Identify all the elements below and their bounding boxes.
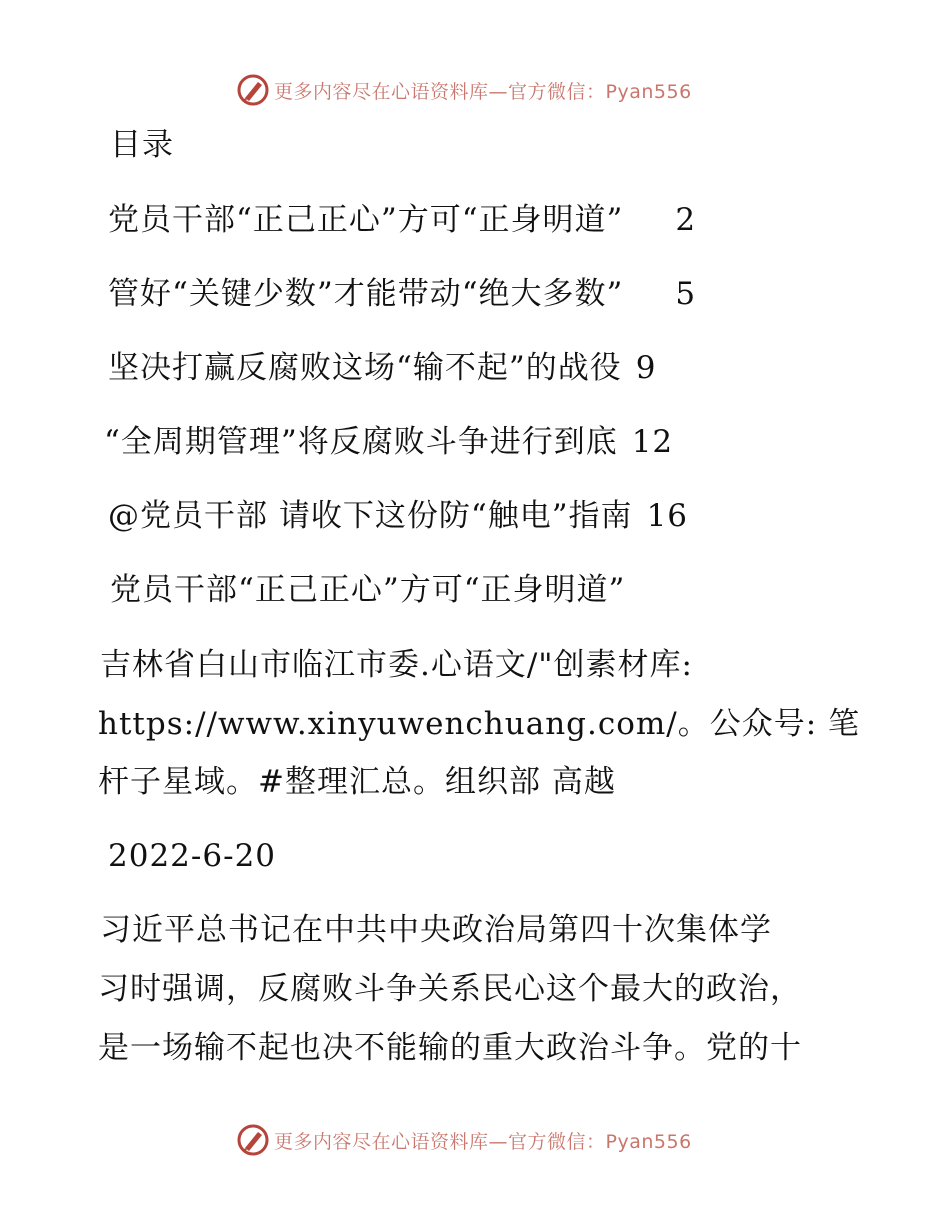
toc-item-title: 党员干部“正己正心”方可“正身明道” (108, 202, 624, 238)
pen-logo-icon (236, 1123, 270, 1157)
toc-item-title: @党员干部 请收下这份防“触电”指南 (108, 498, 633, 534)
toc-item-title: 坚决打赢反腐败这场“输不起”的战役 (108, 350, 622, 386)
toc-item-page: 9 (635, 350, 657, 386)
pen-logo-icon (236, 73, 270, 107)
watermark-text: 更多内容尽在心语资料库—官方微信：Pyan556 (274, 80, 692, 103)
source-line: 吉林省白山市临江市委.心语文/"创素材库: (100, 647, 693, 683)
body-line: 是一场输不起也决不能输的重大政治斗争。党的十 (98, 1030, 802, 1066)
toc-item[interactable] (108, 274, 696, 314)
toc-item-title: 管好“关键少数”才能带动“绝大多数” (108, 276, 624, 312)
toc-item[interactable] (108, 496, 688, 536)
toc-item[interactable] (108, 348, 656, 388)
body-line: 习近平总书记在中共中央政治局第四十次集体学 (100, 912, 772, 948)
source-line: 杆子星域。#整理汇总。组织部 高越 (98, 764, 616, 800)
article-date: 2022-6-20 (108, 838, 277, 874)
header-watermark (236, 73, 692, 107)
footer-watermark (236, 1123, 692, 1157)
toc-item-page: 2 (675, 202, 697, 238)
toc-item-page: 5 (675, 276, 697, 312)
body-line: 习时强调，反腐败斗争关系民心这个最大的政治， (98, 971, 802, 1007)
toc-item[interactable] (108, 200, 696, 240)
toc-heading: 目录 (110, 127, 174, 163)
toc-item-page: 16 (646, 498, 689, 534)
article-title: 党员干部“正己正心”方可“正身明道” (110, 572, 626, 608)
watermark-handle: Pyan556 (605, 80, 692, 103)
toc-item-title: “全周期管理”将反腐败斗争进行到底 (104, 424, 618, 460)
toc-item[interactable] (104, 422, 673, 462)
toc-item-page: 12 (631, 424, 674, 460)
watermark-text: 更多内容尽在心语资料库—官方微信：Pyan556 (274, 1130, 692, 1153)
watermark-handle: Pyan556 (605, 1130, 692, 1153)
source-line: https://www.xinyuwenchuang.com/。公众号: 笔 (98, 706, 861, 742)
